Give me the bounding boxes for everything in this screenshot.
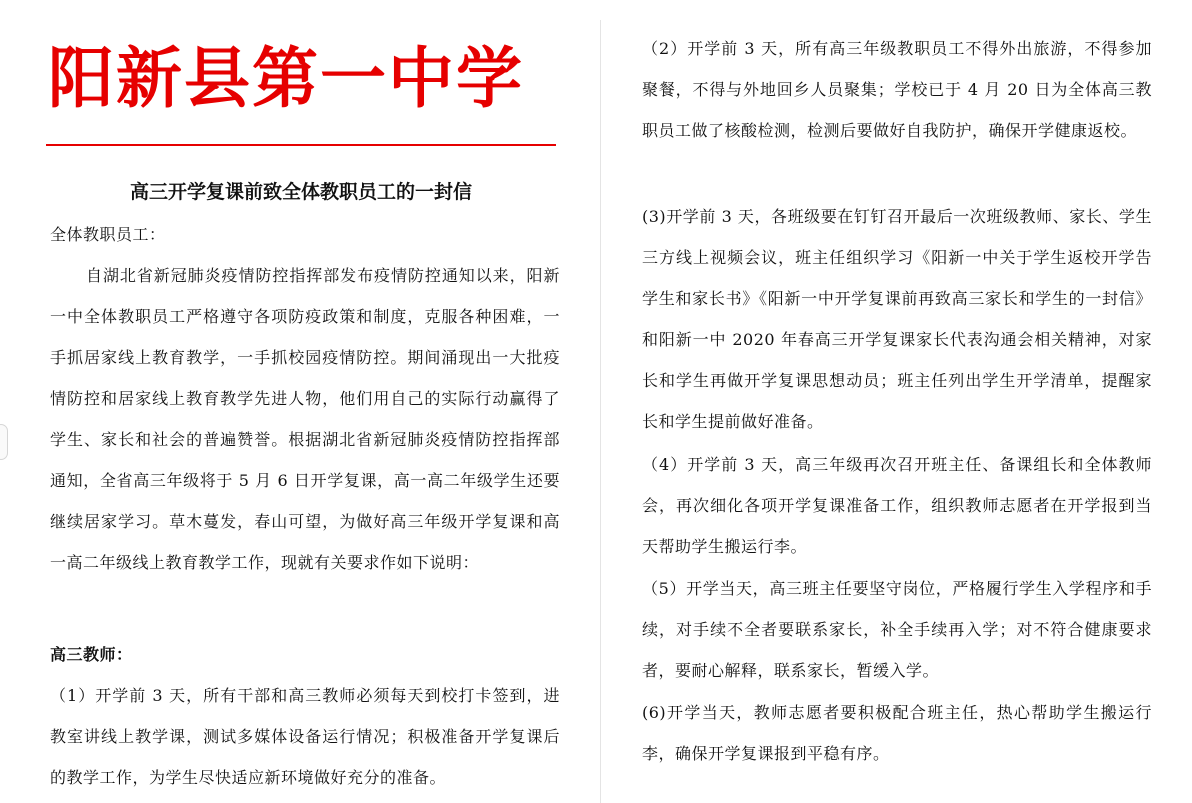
intro-paragraph: 自湖北省新冠肺炎疫情防控指挥部发布疫情防控通知以来，阳新一中全体教职员工严格遵守各项防疫政策和制度，克服各种困难，一手抓居家线上教育教学，一手抓校园疫情防控。期间涌现出一大批疫情防控和居家线上教育教学先进人物，他们用自己的实际行动赢得了学生、家长和社会的普遍赞誉。根据湖北省新冠肺炎疫情防控指挥部通知，全省高三年级将于 5 月 6 日开学复课，高一高二年级学生还要继续居家学习。草木蔓发，春山可望，为做好高三年级开学复课和高一高二年级线上教育教学工作，现就有关要求作如下说明： [50, 266, 560, 572]
requirement-item-3: (3)开学前 3 天，各班级要在钉钉召开最后一次班级教师、家长、学生三方线上视频会议，班主任组织学习《阳新一中关于学生返校开学告学生和家长书》《阳新一中开学复课前再致高三家长和学生的一封信》和阳新一中 2020 年春高三开学复课家长代表沟通会相关精神，对家长和学生再做开学复课思想动员；班主任列出学生开学清单，提醒家长和学生提前做好准备。 [642, 207, 1152, 431]
salutation: 全体教职员工： [50, 225, 166, 244]
masthead-rule [46, 144, 556, 146]
requirement-item-6: (6)开学当天，教师志愿者要积极配合班主任，热心帮助学生搬运行李，确保开学复课报到平稳有序。 [642, 703, 1152, 763]
school-masthead: 阳新县第一中学 [48, 40, 524, 117]
page-divider [600, 20, 601, 803]
requirement-item-1: （1）开学前 3 天，所有干部和高三教师必须每天到校打卡签到，进教室讲线上教学课，测试多媒体设备运行情况；积极准备开学复课后的教学工作，为学生尽快适应新环境做好充分的准备。 [50, 686, 560, 787]
requirement-item-5: （5）开学当天，高三班主任要坚守岗位，严格履行学生入学程序和手续，对手续不全者要联系家长，补全手续再入学；对不符合健康要求者，要耐心解释，联系家长，暂缓入学。 [642, 579, 1152, 680]
section-heading: 高三教师： [50, 645, 133, 664]
requirement-item-4: （4）开学前 3 天，高三年级再次召开班主任、备课组长和全体教师会，再次细化各项开学复课准备工作，组织教师志愿者在开学报到当天帮助学生搬运行李。 [642, 455, 1152, 556]
scroll-handle[interactable] [0, 424, 8, 460]
letter-title: 高三开学复课前致全体教职员工的一封信 [129, 181, 472, 203]
requirement-item-2: （2）开学前 3 天，所有高三年级教职员工不得外出旅游，不得参加聚餐，不得与外地回乡人员聚集；学校已于 4 月 20 日为全体高三教职员工做了核酸检测，检测后要做好自我防护，确保开学健康返校。 [642, 39, 1152, 140]
